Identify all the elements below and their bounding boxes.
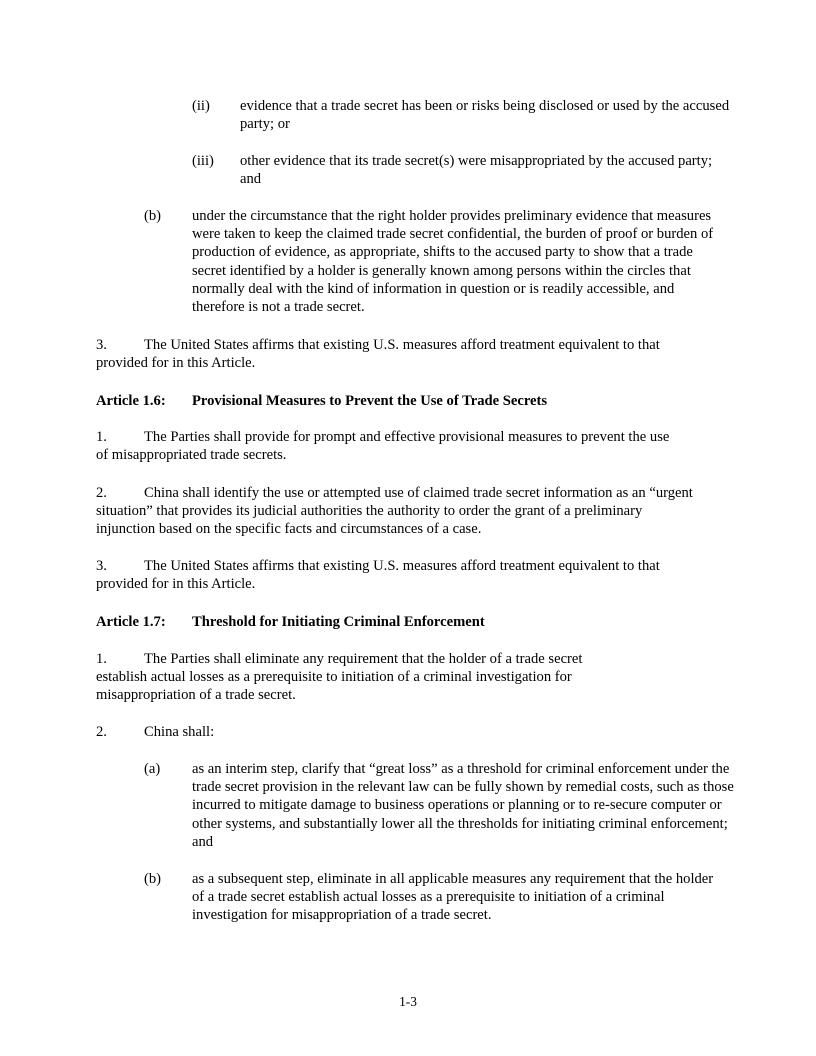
- list-item-b-burden: [144, 207, 714, 316]
- article-1-6-heading: [96, 392, 736, 410]
- list-item-b-subsequent-step: [144, 870, 728, 925]
- paragraph-text: The United States affirms that existing U.S. measures afford treatment equivalent to that provided for in this Article.: [96, 337, 660, 372]
- list-item-ii: [192, 97, 732, 133]
- paragraph-text: The Parties shall provide for prompt and effective provisional measures to prevent the use of misappropriated trade secrets.: [96, 429, 670, 464]
- item-label: (b): [144, 208, 162, 224]
- article-1-6-paragraph-1: [96, 428, 684, 464]
- list-item-a-interim-step: [144, 760, 734, 851]
- paragraph-number: 1.: [96, 429, 107, 445]
- article-1-7-paragraph-2: [96, 723, 696, 741]
- item-text: other evidence that its trade secret(s) were misappropriated by the accused party; and: [240, 153, 713, 188]
- paragraph-3-equivalent-treatment: [96, 336, 678, 372]
- paragraph-text: China shall:: [144, 724, 215, 740]
- article-1-6-paragraph-3: [96, 557, 678, 593]
- article-title: Threshold for Initiating Criminal Enforcement: [192, 614, 485, 630]
- article-1-7-paragraph-1: [96, 650, 636, 705]
- article-title: Provisional Measures to Prevent the Use of Trade Secrets: [192, 393, 548, 409]
- item-text: under the circumstance that the right holder provides preliminary evidence that measures were taken to keep the claimed trade secret confidential, the burden of proof or burden of production of evidence, as appropriate, shifts to the accused party to show that a trade secret identified by a holder is generally known among persons within the circles that normally deal with the kind of information in question or is readily accessible, and therefore is not a trade secret.: [192, 208, 714, 316]
- item-label: (ii): [192, 98, 210, 114]
- page-number: 1-3: [399, 994, 417, 1009]
- paragraph-number: 3.: [96, 558, 107, 574]
- item-text: as an interim step, clarify that “great loss” as a threshold for criminal enforcement under the trade secret provision in the relevant law can be fully shown by remedial costs, such as those incurred to mitigate damage to business operations or planning or to re-secure computer or other systems, and substantially lower all the thresholds for initiating criminal enforcement; and: [192, 761, 734, 850]
- article-1-6-paragraph-2: [96, 484, 696, 539]
- item-label: (a): [144, 761, 161, 777]
- item-text: evidence that a trade secret has been or risks being disclosed or used by the accused party; or: [240, 98, 730, 133]
- paragraph-number: 2.: [96, 485, 107, 501]
- article-number: Article 1.6:: [96, 393, 166, 409]
- item-label: (b): [144, 871, 162, 887]
- item-text: as a subsequent step, eliminate in all applicable measures any requirement that the holder of a trade secret establish actual losses as a prerequisite to initiation of a criminal investigation for misappropriation of a trade secret.: [192, 871, 714, 924]
- paragraph-text: The United States affirms that existing U.S. measures afford treatment equivalent to that provided for in this Article.: [96, 558, 660, 593]
- paragraph-number: 2.: [96, 724, 107, 740]
- article-1-7-heading: [96, 613, 736, 631]
- paragraph-number: 3.: [96, 337, 107, 353]
- paragraph-text: China shall identify the use or attempted use of claimed trade secret information as an “urgent situation” that provides its judicial authorities the authority to order the grant of a preliminary injunction based on the specific facts and circumstances of a case.: [96, 485, 693, 538]
- paragraph-text: The Parties shall eliminate any requirement that the holder of a trade secret establish actual losses as a prerequisite to initiation of a criminal investigation for misappropriation of a trade secret.: [96, 651, 583, 704]
- list-item-iii: [192, 152, 732, 188]
- item-label: (iii): [192, 153, 214, 169]
- article-number: Article 1.7:: [96, 614, 166, 630]
- paragraph-number: 1.: [96, 651, 107, 667]
